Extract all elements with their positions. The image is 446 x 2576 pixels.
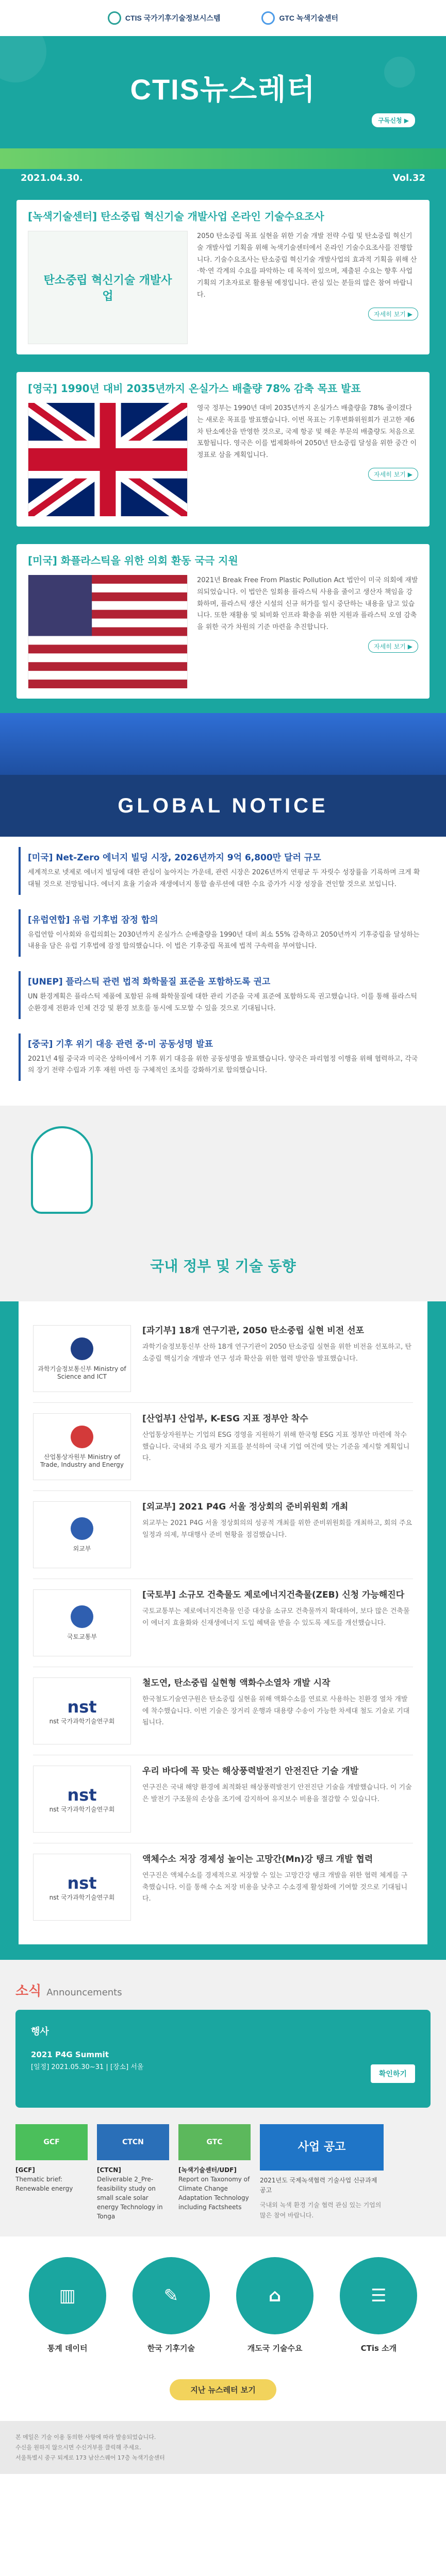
- announcement-card-body: Deliverable 2_Pre-feasibility study on small scale solar energy Technology in Tonga: [97, 2176, 163, 2220]
- business-notice-thumb: 사업 공고: [260, 2124, 384, 2171]
- national-item-body: 외교부는 2021 P4G 서울 정상회의의 성공적 개최를 위한 준비위원회를 개최하고, 회의 주요 일정과 의제, 부대행사 준비 현황을 점검했습니다.: [142, 1519, 412, 1539]
- mascot-illustration: [31, 1126, 93, 1214]
- ctis-logo-icon: [108, 11, 121, 25]
- main-articles: [0, 191, 446, 713]
- ministry-logo: [33, 1413, 131, 1480]
- ctis-logo[interactable]: [108, 11, 221, 25]
- national-item-title[interactable]: [국토부] 소규모 건축물도 제로에너지건축물(ZEB) 신청 가능해진다: [142, 1590, 405, 1600]
- event-card[interactable]: [15, 2010, 431, 2108]
- ctis-intro-icon: ☰: [340, 2257, 417, 2334]
- statistics-icon: ▥: [29, 2257, 106, 2334]
- ministry-name: 산업통상자원부 Ministry of Trade, Industry and Energy: [40, 1453, 124, 1468]
- ministry-emblem-icon: [71, 1426, 93, 1448]
- national-item-title[interactable]: 우리 바다에 꼭 맞는 해상풍력발전기 안전진단 기술 개발: [142, 1766, 359, 1776]
- national-item-body: 국토교통부는 제로에너지건축물 인증 대상을 소규모 건축물까지 확대하여, 보다 많은 건축물이 에너지 효율화와 신재생에너지 도입 혜택을 받을 수 있도록 제도를 개선했습니다.: [142, 1607, 410, 1627]
- national-item-title[interactable]: [과기부] 18개 연구기관, 2050 탄소중립 실현 비전 선포: [142, 1326, 364, 1336]
- nst-logo-icon: nst: [67, 1873, 97, 1893]
- article-body: 영국 정부는 1990년 대비 2035년까지 온실가스 배출량을 78% 줄이겠다는 새로운 목표를 발표했습니다. 이번 목표는 기후변화위원회가 권고한 제6차 탄소예산을 반영한 것으로, 국제 항공 및 해운 부문의 배출량도 처음으로 포함됩니다. 영국은 이를 법제화하여 2050년 탄소중립 달성을 위한 중간 이정표로 삼을 계획입니다.: [197, 404, 417, 459]
- announcement-card[interactable]: [97, 2124, 169, 2221]
- ministry-logo: [33, 1589, 131, 1656]
- article-title[interactable]: [녹색기술센터] 탄소중립 혁신기술 개발사업 온라인 기술수요조사: [28, 210, 324, 223]
- newsletter-title: CTIS뉴스레터: [130, 73, 316, 106]
- ministry-name: 국토교통부: [67, 1633, 97, 1640]
- notice-title[interactable]: [유럽연합] 유럽 기후법 잠정 합의: [28, 914, 158, 925]
- event-confirm-button[interactable]: 확인하기: [371, 2064, 415, 2083]
- nst-logo: [33, 1766, 131, 1833]
- national-trends-header: [0, 1106, 446, 1301]
- gtc-logo-icon: [261, 11, 275, 25]
- national-item-body: 과학기술정보통신부 산하 18개 연구기관이 2050 탄소중립 실현을 위한 비전을 선포하고, 탄소중립 핵심기술 개발과 연구 성과 확산을 위한 협력 방안을 발표했습니다.: [142, 1343, 412, 1363]
- article-card: [16, 372, 430, 527]
- nst-name: nst 국가과학기술연구회: [49, 1717, 115, 1725]
- national-item[interactable]: [33, 1667, 413, 1755]
- event-name: 2021 P4G Summit: [31, 2050, 109, 2059]
- issue-volume: Vol.32: [392, 173, 425, 183]
- ministry-emblem-icon: [71, 1337, 93, 1360]
- top-logos: [0, 0, 446, 36]
- read-more-button[interactable]: 자세히 보기 ▶: [368, 468, 418, 481]
- ministry-name: 외교부: [73, 1545, 91, 1552]
- climate-tech-icon: ✎: [133, 2257, 210, 2334]
- us-flag-icon: [28, 575, 187, 688]
- ministry-emblem-icon: [71, 1517, 93, 1540]
- quick-links: [0, 2236, 446, 2364]
- notice-item[interactable]: [19, 909, 427, 957]
- nst-logo: [33, 1677, 131, 1744]
- national-item-body: 연구진은 국내 해양 환경에 최적화된 해상풍력발전기 안전진단 기술을 개발했습니다. 이 기술은 발전기 구조물의 손상을 조기에 감지하여 유지보수 비용을 절감할 수 있습니다.: [142, 1783, 412, 1803]
- ctcn-thumb: CTCN: [97, 2124, 169, 2160]
- notice-title[interactable]: [UNEP] 플라스틱 관련 법적 화학물질 표준을 포함하도록 권고: [28, 977, 271, 987]
- ctis-logo-text: CTIS 국가기후기술정보시스템: [125, 14, 221, 22]
- developing-country-icon: ⌂: [236, 2257, 313, 2334]
- hero-grass: [0, 148, 446, 169]
- national-item[interactable]: [33, 1755, 413, 1843]
- uk-flag-image[interactable]: [28, 403, 188, 516]
- footer-text: 본 메일은 기술 이용 동의한 사항에 따라 발송되었습니다.: [15, 2434, 156, 2441]
- uk-flag-icon: [28, 403, 187, 516]
- business-notice-card[interactable]: [260, 2124, 384, 2221]
- national-trends-title: 국내 정부 및 기술 동향: [150, 1258, 296, 1275]
- article-title[interactable]: [미국] 화플라스틱을 위한 의회 환동 국극 지원: [28, 554, 238, 567]
- announcement-card[interactable]: [178, 2124, 251, 2221]
- us-flag-image[interactable]: [28, 575, 188, 688]
- nst-name: nst 국가과학기술연구회: [49, 1893, 115, 1901]
- article-image-label: 탄소중립 혁신기술 개발사업: [43, 274, 172, 303]
- national-item-title[interactable]: [외교부] 2021 P4G 서울 정상회의 준비위원회 개최: [142, 1502, 349, 1512]
- event-date: [일정] 2021.05.30~31 | [장소] 서울: [31, 2063, 144, 2071]
- national-item-body: 산업통상자원부는 기업의 ESG 경영을 지원하기 위해 한국형 ESG 지표 정부안 마련에 착수했습니다. 국내외 주요 평가 지표를 분석하여 국내 기업 여건에 맞는 기준을 제시할 계획입니다.: [142, 1431, 410, 1463]
- national-item[interactable]: [33, 1579, 413, 1667]
- business-notice-body: 2021년도 국제녹색협력 기술사업 신규과제 공고: [260, 2177, 377, 2194]
- announcement-card[interactable]: [15, 2124, 88, 2221]
- ministry-logo: [33, 1325, 131, 1392]
- ministry-emblem-icon: [71, 1605, 93, 1628]
- issue-date: 2021.04.30.: [21, 173, 83, 183]
- notice-title[interactable]: [미국] Net-Zero 에너지 빌딩 시장, 2026년까지 9억 6,800만 달러 규모: [28, 853, 321, 863]
- national-item-title[interactable]: 액체수소 저장 경제성 높이는 고망간(Mn)강 탱크 개발 협력: [142, 1854, 373, 1865]
- notice-item[interactable]: [19, 971, 427, 1019]
- nst-logo-icon: nst: [67, 1697, 97, 1717]
- article-card: [16, 200, 430, 354]
- gtc-logo[interactable]: [261, 11, 338, 25]
- back-issues: [0, 2364, 446, 2421]
- gtc-logo-text: GTC 녹색기술센터: [279, 14, 339, 22]
- article-title[interactable]: [영국] 1990년 대비 2035년까지 온실가스 배출량 78% 감축 목표 발표: [28, 382, 361, 395]
- national-item-title[interactable]: 철도연, 탄소중립 실현형 액화수소열차 개발 시작: [142, 1678, 331, 1688]
- global-notice-list: [0, 837, 446, 1106]
- announcements: [0, 1960, 446, 2236]
- global-notice-title: GLOBAL NOTICE: [118, 794, 328, 817]
- subscribe-button[interactable]: 구독신청 ▶: [372, 113, 415, 127]
- announcement-card-body: Thematic brief: Renewable energy: [15, 2176, 73, 2192]
- announcements-title-en: Announcements: [46, 1987, 122, 1998]
- article-body: 2050 탄소중립 목표 실현을 위한 기술 개발 전략 수립 및 탄소중립 혁신기술 개발사업 기획을 위해 녹색기술센터에서 온라인 기술수요조사를 진행합니다. 기술수요조사는 탄소중립 혁신기술 개발사업의 효과적 기획을 위해 산·학·연 각계의 수요를 파악하는 데 목적이 있으며, 제출된 수요는 향후 사업기획의 기초자료로 활용될 예정입니다. 관심 있는 분들의 많은 참여 바랍니다.: [197, 232, 417, 299]
- announcement-card-title: [녹색기술센터/UDF]: [178, 2166, 237, 2174]
- national-item[interactable]: [33, 1403, 413, 1491]
- link-ctis-intro[interactable]: [340, 2257, 417, 2353]
- link-korea-climate-tech[interactable]: [133, 2257, 210, 2353]
- national-item[interactable]: [33, 1491, 413, 1579]
- national-item-body: 연구진은 액체수소를 경제적으로 저장할 수 있는 고망간강 탱크 개발을 위한 협력 체계를 구축했습니다. 이를 통해 수소 저장 비용을 낮추고 수소경제 활성화에 기여할 것으로 기대됩니다.: [142, 1871, 408, 1903]
- event-label: 행사: [31, 2026, 49, 2037]
- announcements-title: [15, 1980, 431, 1999]
- link-label: 한국 기후기술: [147, 2344, 195, 2353]
- link-label: CTis 소개: [360, 2344, 397, 2353]
- national-trends: [0, 1301, 446, 1960]
- global-notice-illustration: [0, 713, 446, 775]
- link-label: 개도국 기술수요: [247, 2344, 303, 2353]
- read-more-button[interactable]: 자세히 보기 ▶: [368, 640, 418, 653]
- business-notice-note: 국내외 녹색 환경 기술 협력 관심 있는 기업의 많은 참여 바랍니다.: [260, 2201, 382, 2219]
- past-newsletters-button[interactable]: 지난 뉴스레터 보기: [170, 2379, 276, 2400]
- notice-item[interactable]: [19, 1033, 427, 1081]
- notice-body: 2021년 4월 중국과 미국은 상하이에서 기후 위기 대응을 위한 공동성명을 발표했습니다. 양국은 파리협정 이행을 위해 협력하고, 각국의 장기 전략 수립과 기후 재원 마련 등 구체적인 조치를 강화하기로 합의했습니다.: [28, 1055, 418, 1075]
- footer-address: 서울특별시 중구 퇴계로 173 남산스퀘어 17층 녹색기술센터: [15, 2454, 165, 2461]
- national-item-body: 한국철도기술연구원은 탄소중립 실현을 위해 액화수소를 연료로 사용하는 친환경 열차 개발에 착수했습니다. 이번 기술은 장거리 운행과 대용량 수송이 가능한 차세대 철도 기술로 기대됩니다.: [142, 1695, 410, 1727]
- notice-body: UN 환경계획은 플라스틱 제품에 포함된 유해 화학물질에 대한 관리 기준을 국제 표준에 포함하도록 권고했습니다. 이를 통해 플라스틱 순환경제 전환과 인체 건강 및 환경 보호를 동시에 도모할 수 있을 것으로 기대됩니다.: [28, 993, 418, 1012]
- announcement-card-title: [GCF]: [15, 2166, 35, 2174]
- gcf-thumb: GCF: [15, 2124, 88, 2160]
- article-image[interactable]: [28, 231, 188, 344]
- article-body: 2021년 Break Free From Plastic Pollution Act 법안이 미국 의회에 재발의되었습니다. 이 법안은 일회용 플라스틱 사용을 줄이고 생산자 책임을 강화하며, 플라스틱 생산 시설의 신규 허가를 일시 중단하는 내용을 담고 있습니다. 또한 재활용 및 퇴비화 인프라 확충을 위한 지원과 플라스틱 오염 감축을 위한 국가 차원의 기준 마련을 추진합니다.: [197, 577, 418, 631]
- footer: [0, 2421, 446, 2474]
- article-card: [16, 544, 430, 699]
- national-item[interactable]: [33, 1315, 413, 1403]
- link-statistics[interactable]: [29, 2257, 106, 2353]
- nst-logo: [33, 1854, 131, 1921]
- link-developing-country-needs[interactable]: [236, 2257, 313, 2353]
- read-more-button[interactable]: 자세히 보기 ▶: [368, 308, 418, 320]
- global-notice-banner: [0, 775, 446, 837]
- announcement-card-title: [CTCN]: [97, 2166, 121, 2174]
- announcement-card-body: Report on Taxonomy of Climate Change Adaptation Technology including Factsheets: [178, 2176, 250, 2211]
- gtc-thumb: GTC: [178, 2124, 251, 2160]
- national-item[interactable]: [33, 1843, 413, 1931]
- issue-info: [21, 173, 425, 183]
- footer-unsubscribe[interactable]: 수신을 원하지 않으시면 수신거부를 클릭해 주세요.: [15, 2444, 142, 2451]
- ministry-logo: [33, 1501, 131, 1568]
- ministry-name: 과학기술정보통신부 Ministry of Science and ICT: [38, 1365, 126, 1380]
- announcement-cards: [15, 2124, 431, 2221]
- national-item-title[interactable]: [산업부] 산업부, K-ESG 지표 정부안 착수: [142, 1414, 308, 1424]
- nst-logo-icon: nst: [67, 1785, 97, 1805]
- nst-name: nst 국가과학기술연구회: [49, 1805, 115, 1813]
- link-label: 통계 데이터: [47, 2344, 88, 2353]
- notice-title[interactable]: [중국] 기후 위기 대응 관련 중·미 공동성명 발표: [28, 1039, 213, 1049]
- national-trends-list: [19, 1301, 427, 1944]
- notice-body: 유럽연합 이사회와 유럽의회는 2030년까지 온실가스 순배출량을 1990년 대비 최소 55% 감축하고 2050년까지 기후중립을 달성하는 내용을 담은 유럽 기후법에 잠정 합의했습니다. 이 법은 기후중립 목표에 법적 구속력을 부여합니다.: [28, 930, 420, 951]
- notice-item[interactable]: [19, 847, 427, 895]
- hero-banner: [0, 36, 446, 191]
- notice-body: 세계적으로 넷제로 에너지 빌딩에 대한 관심이 높아지는 가운데, 관련 시장은 2026년까지 연평균 두 자릿수 성장률을 기록하며 크게 확대될 것으로 전망됩니다. 에너지 효율 기술과 재생에너지 통합 솔루션에 대한 수요 증가가 시장 성장을 견인할 것으로 보입니다.: [28, 869, 420, 888]
- announcements-title-kr: 소식: [15, 1984, 42, 1999]
